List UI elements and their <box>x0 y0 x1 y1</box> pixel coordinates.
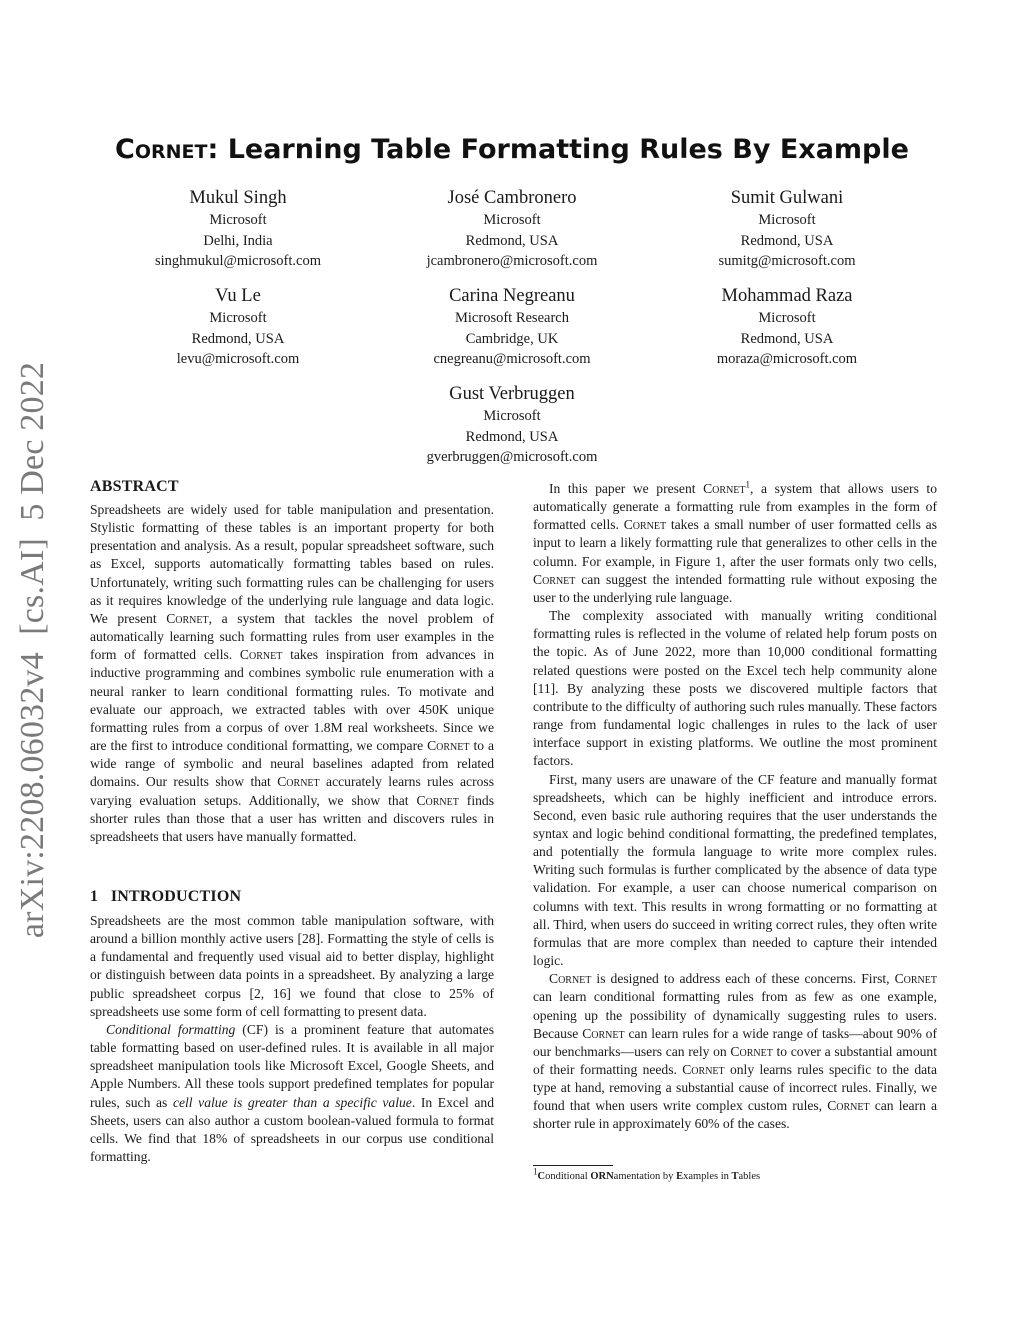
intro-paragraph-1: Spreadsheets are the most common table manipulation software, with around a billion monthly active users [28]. Formatting the style of cells is a fundamental and frequently used visual aid to better display, highlight or distinguish between data points in a spreadsheet. By analyzing a large public spreadsheet corpus [2, 16] we found that close to 25% of spreadsheets use some form of cell formatting to present data. <box>90 913 494 1019</box>
system-name-inline: Cornet <box>166 610 209 626</box>
fn-bold: ORN <box>590 1171 614 1182</box>
author-name: Carina Negreanu <box>449 286 575 306</box>
footnote-ref: 1 <box>745 479 751 490</box>
system-name-inline: Cornet <box>730 1043 773 1059</box>
system-name-inline: Cornet <box>277 774 320 790</box>
author-location: Redmond, USA <box>465 232 559 249</box>
author-block <box>637 285 937 370</box>
system-name-inline: Cornet <box>894 971 937 987</box>
author-location: Redmond, USA <box>740 232 834 249</box>
right-column-body <box>533 480 937 1134</box>
author-affiliation: Microsoft <box>209 310 267 326</box>
footnote <box>533 1166 761 1182</box>
author-location: Cambridge, UK <box>465 330 559 347</box>
system-name-inline: Cornet <box>239 647 283 663</box>
author-location: Delhi, India <box>203 232 273 249</box>
author-name: Vu Le <box>215 286 261 306</box>
author-affiliation: Microsoft <box>483 212 541 228</box>
paragraph-text: (CF) is a prominent feature that automates table formatting based on user-defined rules. It is available in all major spreadsheet manipulation tools like Microsoft Excel, Google Sheets, and Apple Numbers. All these tools support predefined templates for popular rules, such as <box>90 1021 494 1110</box>
arxiv-identifier: arXiv:2208.06032v4 [cs.AI] 5 Dec 2022 <box>14 361 51 939</box>
author-affiliation: Microsoft <box>758 212 816 228</box>
author-email: cnegreanu@microsoft.com <box>433 351 591 367</box>
author-name: Gust Verbruggen <box>449 384 575 404</box>
paragraph-text: , a system that allows users to automatically generate a formatting rule from examples in the form of formatted cells. Cornet takes a small number of user formatted cells as input to learn a likely formatting rule that generalizes to other cells in the column. For example, in Figure 1, after the user formats only two cells, Cornet can suggest the intended formatting rule without exposing the user to the underlying rule language. <box>533 481 937 605</box>
system-name-inline: Cornet <box>416 792 459 808</box>
fn-text: amentation by <box>613 1171 677 1182</box>
system-name-inline: Cornet <box>682 1062 725 1077</box>
system-name-inline: Cornet <box>427 738 470 754</box>
system-name-inline: Cornet <box>623 517 667 533</box>
footnote-rule <box>533 1165 613 1166</box>
intro-body <box>90 912 494 1166</box>
fn-bold: T <box>731 1171 739 1182</box>
abstract-text: Spreadsheets are widely used for table manipulation and presentation. Stylistic formatting of these tables is an important property for both presentation and analysis. As a result, popular spreadsheet software, such as Excel, supports automatically formatting tables based on rules. Unfortunately, writing such formatting rules can be challenging for users as it requires knowledge of the underlying rule language and data logic. We present Cornet, a system that tackles the novel problem of automatically learning such formatting rules from user examples in the form of formatted cells. Cornet takes inspiration from advances in inductive programming and combines symbolic rule enumeration with a neural ranker to learn conditional formatting rules. To motivate and evaluate our approach, we extracted tables with over 450K unique formatting rules from a corpus of over 1.8M real worksheets. Since we are the first to introduce conditional formatting, we compare Cornet to a wide range of symbolic and neural baselines adapted from related domains. Our results show that Cornet accurately learns rules across varying evaluation setups. Additionally, we show that Cornet finds shorter rules than those that a user has written and discovers rules in spreadsheets that users have manually formatted. <box>90 502 494 844</box>
author-name: Mohammad Raza <box>721 286 853 306</box>
system-name-inline: Cornet <box>827 1098 870 1114</box>
paragraph-text: In this paper we present Cornet <box>549 481 746 496</box>
author-block <box>362 285 662 370</box>
system-name-inline: Cornet <box>582 1025 625 1041</box>
author-email: levu@microsoft.com <box>176 351 300 367</box>
author-affiliation: Microsoft <box>758 310 816 326</box>
system-name-inline: Cornet <box>549 971 592 987</box>
author-email: singhmukul@microsoft.com <box>155 253 321 269</box>
author-location: Redmond, USA <box>465 428 559 445</box>
right-paragraph-3: First, many users are unaware of the CF feature and manually format spreadsheets, which can be highly inefficient and introduce errors. Second, even basic rule authoring requires that the user understands the syntax and logic behind conditional formatting, the predefined templates, and potentially the formula language to write more complex rules. Writing such formulas is further complicated by the absence of data type validation. For example, a user can choose numerical comparison on columns with text. This results in wrong formatting or no formatting at all. Third, when users do succeed in writing correct rules, they often write formulas that are more complex than needed to capture their intended logic. <box>533 771 937 969</box>
fn-bold: C <box>537 1171 546 1182</box>
author-block <box>637 187 937 272</box>
title-rest: : Learning Table Formatting Rules By Example <box>207 134 909 165</box>
author-name: Sumit Gulwani <box>730 188 844 208</box>
author-email: jcambronero@microsoft.com <box>426 253 598 269</box>
section-number: 1 <box>90 888 99 905</box>
author-block <box>88 187 388 272</box>
author-email: moraza@microsoft.com <box>716 351 858 367</box>
system-name-inline: Cornet <box>533 571 576 587</box>
author-block <box>362 187 662 272</box>
author-name: Mukul Singh <box>189 188 287 208</box>
author-block <box>362 383 662 468</box>
system-name: Cornet <box>115 134 208 165</box>
intro-heading <box>90 888 241 906</box>
fn-text: ables <box>738 1171 761 1182</box>
italic-term: Conditional formatting <box>106 1021 236 1037</box>
fn-text: xamples in <box>683 1171 732 1182</box>
right-paragraph-4: Cornet is designed to address each of these concerns. First, Cornet can learn conditional formatting rules from as few as one example, opening up the possibility of dynamically suggesting rules to users. Because Cornet can learn rules for a wide range of tasks—about 90% of our benchmarks—users can rely on Cornet to cover a substantial amount of their formatting needs. Cornet only learns rules specific to the data type at hand, removing a substantial cause of incorrect rules. Finally, we found that when users write complex custom rules, Cornet can learn a shorter rule in approximately 60% of the cases. <box>533 971 938 1132</box>
footnote-mark: 1 <box>533 1166 538 1177</box>
author-affiliation: Microsoft <box>483 408 541 424</box>
author-location: Redmond, USA <box>740 330 834 347</box>
abstract-heading: ABSTRACT <box>90 478 179 495</box>
author-affiliation: Microsoft Research <box>455 310 569 326</box>
paper-title <box>0 134 1024 165</box>
right-paragraph-1 <box>533 480 937 607</box>
author-location: Redmond, USA <box>191 330 285 347</box>
fn-text: onditional <box>545 1171 591 1182</box>
author-block <box>88 285 388 370</box>
italic-example: cell value is greater than a specific value <box>172 1094 412 1110</box>
section-title: INTRODUCTION <box>110 888 242 905</box>
right-paragraph-2: The complexity associated with manually writing conditional formatting rules is reflected in the volume of related help forum posts on the topic. As of June 2022, more than 10,000 conditional formatting related questions were posted on the Excel tech help community alone [11]. By analyzing these posts we discovered multiple factors that contribute to the difficulty of authoring such rules manually. These factors range from fundamental logic challenges in rules to the lack of user interface support in existing platforms. We outline the most prominent factors. <box>533 608 937 769</box>
author-affiliation: Microsoft <box>209 212 267 228</box>
intro-paragraph-2 <box>90 1021 494 1166</box>
abstract-body <box>90 501 494 846</box>
author-email: gverbruggen@microsoft.com <box>426 449 598 465</box>
paragraph-text: . In Excel and Sheets, users can also author a custom boolean-valued formula to format cells. We find that 18% of spreadsheets in our corpus use conditional formatting. <box>90 1094 494 1165</box>
author-email: sumitg@microsoft.com <box>718 253 856 269</box>
system-name-inline: Cornet <box>703 481 746 496</box>
author-name: José Cambronero <box>447 188 577 208</box>
fn-bold: E <box>676 1171 684 1182</box>
